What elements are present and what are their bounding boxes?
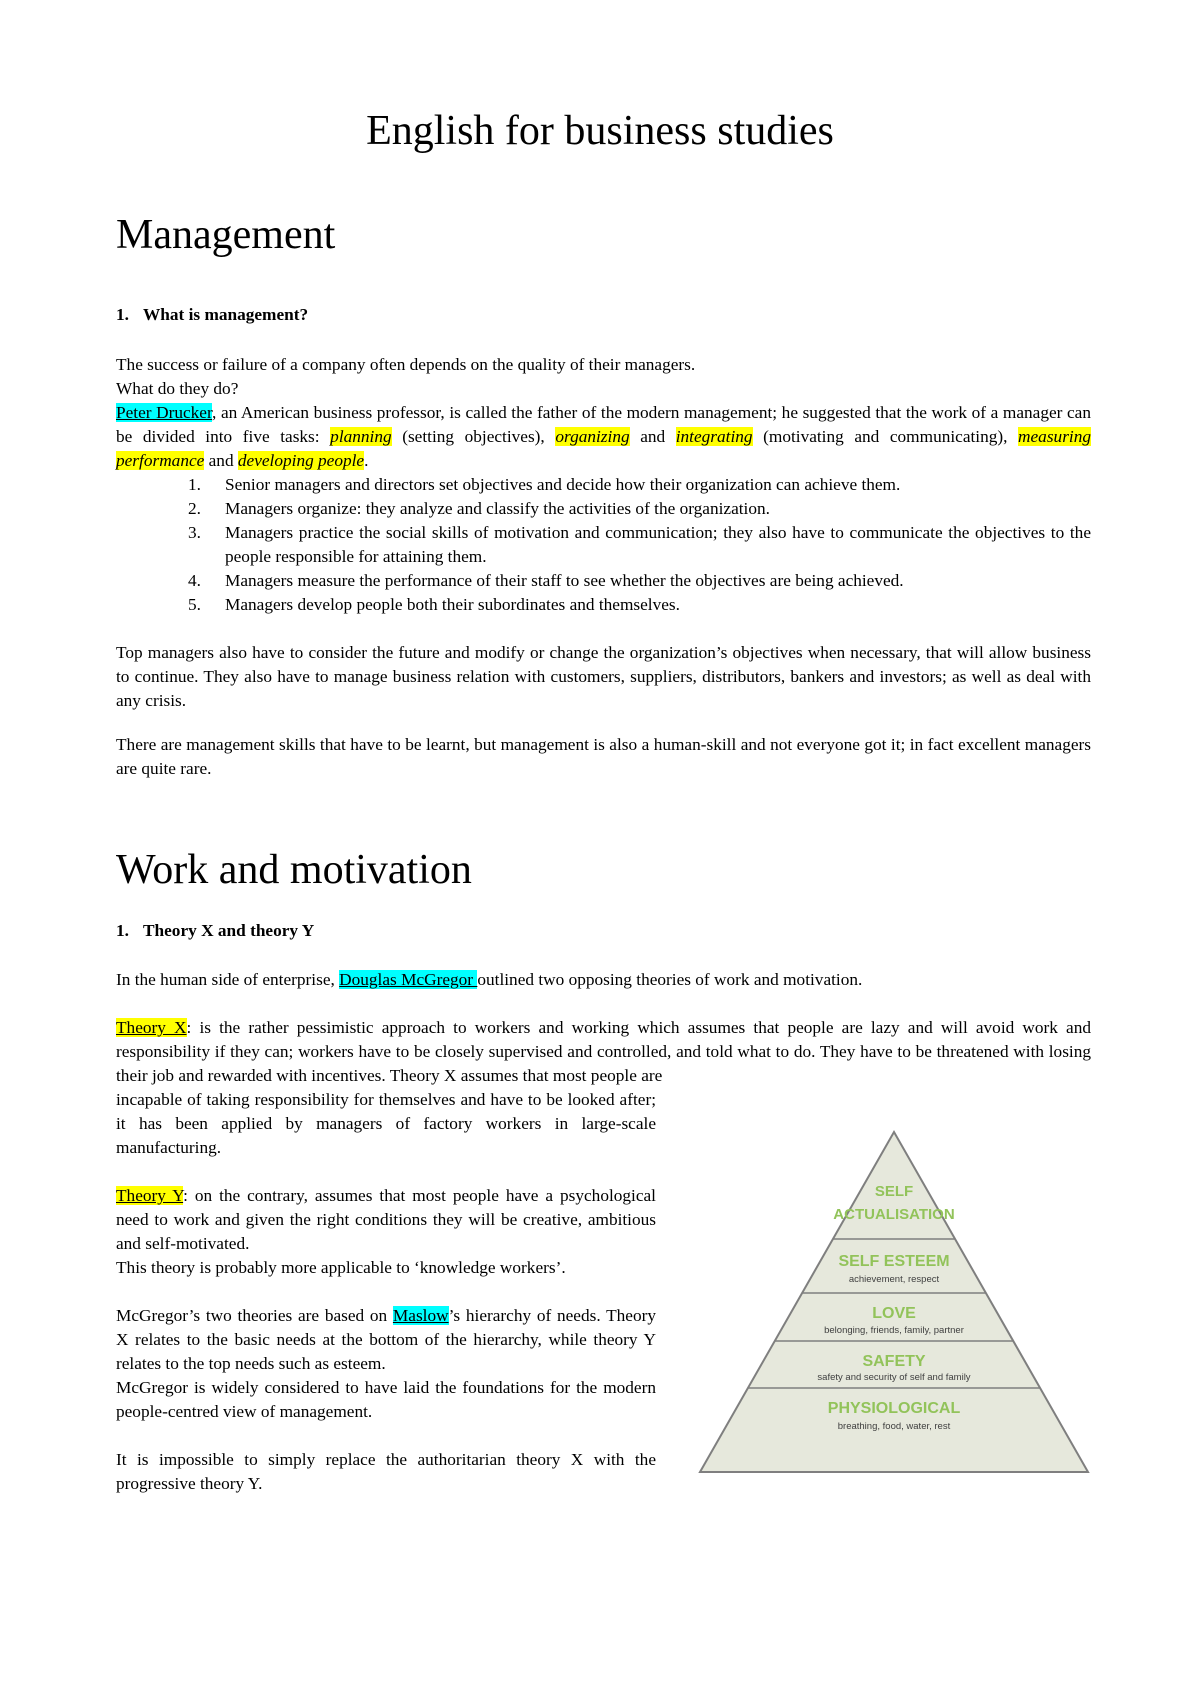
maslow-text: McGregor’s two theories are based on [116, 1306, 393, 1325]
task-measuring: measuring performance [116, 427, 1091, 470]
level-physiological-desc: breathing, food, water, rest [837, 1421, 951, 1432]
theory-x-label[interactable]: Theory X [116, 1018, 187, 1037]
list-item [116, 593, 1091, 617]
list-text: Managers organize: they analyze and classify the activities of the organization. [225, 499, 770, 518]
level-love-desc: belonging, friends, family, partner [824, 1325, 964, 1336]
drucker-text: (setting objectives), [391, 427, 556, 446]
drucker-paragraph [116, 401, 1091, 473]
motivation-heading: Work and motivation [116, 847, 472, 893]
intro-line-1: The success or failure of a company often depends on the quality of their managers. [116, 355, 696, 374]
drucker-text: . [364, 451, 369, 470]
maslow-pyramid-image [696, 1128, 1092, 1476]
level-self-actualisation-title-2: ACTUALISATION [833, 1206, 955, 1223]
drucker-text: and [204, 451, 238, 470]
skills-paragraph: There are management skills that have to be learnt, but management is also a human-skill and not everyone got it; in fact excellent managers are quite rare. [116, 735, 1091, 778]
manager-tasks-list [116, 473, 1091, 617]
task-integrating: integrating [675, 427, 753, 446]
management-intro [116, 353, 1091, 401]
list-item [116, 521, 1091, 569]
intro-text: outlined two opposing theories of work and motivation. [477, 970, 863, 989]
list-number: 1. [188, 475, 201, 494]
theory-x-continuation: incapable of taking responsibility for themselves and have to be looked after; it has been applied by managers of factory workers in large-scale manufacturing. [116, 1090, 656, 1157]
management-heading: Management [116, 212, 336, 258]
document-title: English for business studies [366, 108, 834, 154]
list-item [116, 473, 1091, 497]
level-self-esteem-desc: achievement, respect [848, 1274, 940, 1285]
theory-x-paragraph [116, 1016, 1091, 1088]
theory-y-line-2: This theory is probably more applicable to ‘knowledge workers’. [116, 1258, 566, 1277]
top-managers-paragraph: Top managers also have to consider the future and modify or change the organization’s objectives when necessary, that will allow business to continue. They also have to manage business relation with customers, suppliers, distributors, bankers and investors; as well as deal with any crisis. [116, 643, 1091, 710]
drucker-link[interactable]: Peter Drucker [116, 403, 213, 422]
theory-x-text: : is the rather pessimistic approach to workers and working which assumes that people are lazy and will avoid work and responsibility if they can; workers have to be closely supervised and controlled, and told what to do. They have to be threatened with losing their job and rewarded with incentives. Theory X assumes that most people are [116, 1018, 1091, 1085]
level-self-actualisation-title: SELF [874, 1183, 914, 1200]
closing-paragraph: It is impossible to simply replace the authoritarian theory X with the progressive theory Y. [116, 1450, 656, 1493]
list-number: 2. [188, 499, 201, 518]
maslow-line-2: McGregor is widely considered to have laid the foundations for the modern people-centred view of management. [116, 1378, 656, 1421]
theory-y-text: : on the contrary, assumes that most people have a psychological need to work and given the right conditions they will be creative, ambitious and self-motivated. [116, 1186, 656, 1253]
list-text: Managers develop people both their subordinates and themselves. [225, 595, 680, 614]
management-subheading [116, 303, 308, 327]
list-text: Senior managers and directors set objectives and decide how their organization can achieve them. [225, 475, 901, 494]
maslow-link[interactable]: Maslow [392, 1306, 449, 1325]
drucker-text: (motivating and communicating), [752, 427, 1019, 446]
drucker-text: and [629, 427, 676, 446]
intro-line-2: What do they do? [116, 379, 239, 398]
theory-y-label[interactable]: Theory Y [116, 1186, 184, 1205]
list-item [116, 497, 1091, 521]
intro-text: In the human side of enterprise, [116, 970, 340, 989]
mcgregor-link[interactable]: Douglas McGregor [339, 970, 478, 989]
list-text: Managers practice the social skills of motivation and communication; they also have to communicate the objectives to the people responsible for attaining them. [225, 523, 1091, 566]
motivation-subheading [116, 919, 314, 943]
maslow-paragraph [116, 1304, 656, 1424]
level-love-title: LOVE [872, 1305, 916, 1322]
task-planning: planning [330, 427, 392, 446]
list-number: 4. [188, 571, 201, 590]
maslow-text: ’s hierarchy of needs. Theory X relates to the basic needs at the bottom of the hierarchy, while theory Y relates to the top needs such as esteem. [116, 1306, 656, 1373]
list-text: Managers measure the performance of their staff to see whether the objectives are being achieved. [225, 571, 904, 590]
subheading-number: 1. [116, 921, 129, 940]
level-safety-title: SAFETY [862, 1353, 926, 1370]
task-organizing: organizing [555, 427, 630, 446]
drucker-text: , an American business professor, is called the father of the modern management; he suggested that the work of a manager can be divided into five tasks: [116, 403, 1091, 446]
level-physiological-title: PHYSIOLOGICAL [827, 1400, 961, 1417]
list-number: 3. [188, 523, 201, 542]
subheading-text: Theory X and theory Y [143, 921, 315, 940]
list-number: 5. [188, 595, 201, 614]
level-self-esteem-title: SELF ESTEEM [838, 1253, 950, 1270]
mcgregor-intro [116, 968, 1091, 992]
task-developing: developing people [237, 451, 365, 470]
list-item [116, 569, 1091, 593]
subheading-number: 1. [116, 305, 129, 324]
subheading-text: What is management? [143, 305, 309, 324]
level-safety-desc: safety and security of self and family [817, 1372, 971, 1383]
theory-y-paragraph [116, 1184, 656, 1280]
